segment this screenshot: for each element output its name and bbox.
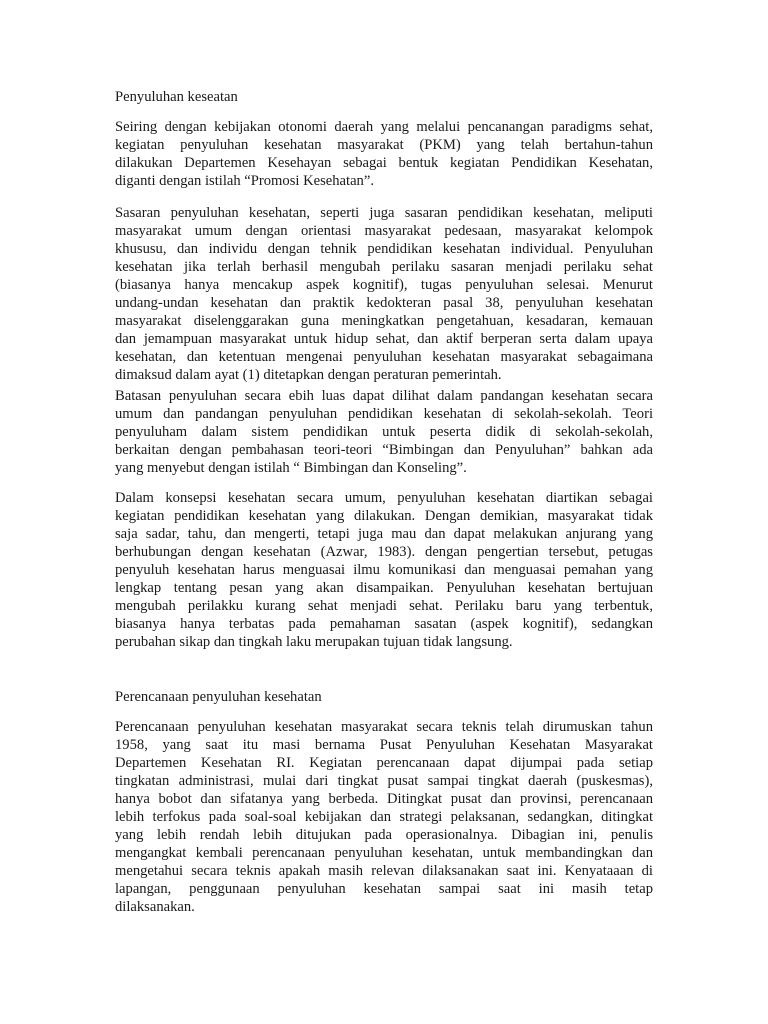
text-line: perubahan sikap dan tingkah laku merupakan tujuan tidak langsung. <box>115 634 513 650</box>
text-line: Sasaran penyuluhan kesehatan, seperti juga sasaran pendidikan kesehatan, meliputi <box>115 205 653 221</box>
paragraph <box>115 489 653 651</box>
text-line: Perencanaan penyuluhan kesehatan masyarakat secara teknis telah dirumuskan tahun <box>115 719 653 735</box>
text-line: yang lebih rendah lebih ditujukan pada operasionalnya. Dibagian ini, penulis <box>115 827 653 843</box>
text-line: Seiring dengan kebijakan otonomi daerah yang melalui pencanangan paradigms sehat, <box>115 119 653 135</box>
text-line: kegiatan penyuluhan kesehatan masyarakat (PKM) yang telah bertahun-tahun <box>115 137 653 153</box>
text-line: yang menyebut dengan istilah “ Bimbingan dan Konseling”. <box>115 460 467 476</box>
text-line: diganti dengan istilah “Promosi Kesehatan”. <box>115 173 374 189</box>
paragraph <box>115 118 653 190</box>
text-line: penyuluham dalam sistem pendidikan untuk peserta didik di sekolah-sekolah, <box>115 424 653 440</box>
text-line: berkaitan dengan pembahasan teori-teori “Bimbingan dan Penyuluhan” bahkan ada <box>115 442 653 458</box>
paragraph <box>115 387 653 477</box>
text-line: umum dan pandangan penyuluhan pendidikan kesehatan di sekolah-sekolah. Teori <box>115 406 653 422</box>
text-line: lengkap tentang pesan yang akan disampaikan. Penyuluhan kesehatan bertujuan <box>115 580 653 596</box>
text-line: masyarakat diselenggarakan guna meningkatkan pengetahuan, kesadaran, kemauan <box>115 313 653 329</box>
text-line: lebih terfokus pada soal-soal kebijakan dan strategi pelaksanan, sedangkan, ditingkat <box>115 809 653 825</box>
text-line: saja sadar, tahu, dan mengerti, tetapi juga mau dan dapat melakukan anjurang yang <box>115 526 653 542</box>
text-line: kegiatan pendidikan kesehatan yang dilakukan. Dengan demikian, masyarakat tidak <box>115 508 653 524</box>
section-heading: Penyuluhan keseatan <box>115 89 238 105</box>
text-line: (biasanya hanya mencakup aspek kognitif), tugas penyuluhan selesai. Menurut <box>115 277 653 293</box>
text-line: 1958, yang saat itu masi bernama Pusat Penyuluhan Kesehatan Masyarakat <box>115 737 653 753</box>
text-line: tingkatan administrasi, mulai dari tingkat pusat sampai tingkat daerah (puskesmas), <box>115 773 653 789</box>
section-heading: Perencanaan penyuluhan kesehatan <box>115 689 322 705</box>
text-line: khususu, dan individu dengan tehnik pendidikan kesehatan individual. Penyuluhan <box>115 241 653 257</box>
text-line: mengetahui secara teknis apakah masih relevan dilaksanakan saat ini. Kenyataaan di <box>115 863 653 879</box>
text-line: masyarakat umum dengan orientasi masyarakat pedesaan, masyarakat kelompok <box>115 223 653 239</box>
text-line: lapangan, penggunaan penyuluhan kesehatan sampai saat ini masih tetap <box>115 881 653 897</box>
text-line: dan jemampuan masyarakat untuk hidup sehat, dan aktif berperan serta dalam upaya <box>115 331 653 347</box>
text-line: hanya bobot dan sifatanya yang berbeda. Ditingkat pusat dan provinsi, perencanaan <box>115 791 653 807</box>
text-line: Dalam konsepsi kesehatan secara umum, penyuluhan kesehatan diartikan sebagai <box>115 490 653 506</box>
text-line: kesehatan, dan ketentuan mengenai penyuluhan kesehatan masyarakat sebagaimana <box>115 349 653 365</box>
text-line: Batasan penyuluhan secara ebih luas dapat dilihat dalam pandangan kesehatan secara <box>115 388 653 404</box>
text-line: dimaksud dalam ayat (1) ditetapkan dengan peraturan pemerintah. <box>115 367 502 383</box>
text-line: Departemen Kesehatan RI. Kegiatan perencanaan dapat dijumpai pada setiap <box>115 755 653 771</box>
text-line: biasanya hanya terbatas pada pemahaman sasatan (aspek kognitif), sedangkan <box>115 616 653 632</box>
text-line: penyuluh kesehatan harus menguasai ilmu komunikasi dan menguasai pemahan yang <box>115 562 653 578</box>
text-line: berhubungan dengan kesehatan (Azwar, 1983). dengan pengertian tersebut, petugas <box>115 544 653 560</box>
text-line: undang-undan kesehatan dan praktik kedokteran pasal 38, penyuluhan kesehatan <box>115 295 653 311</box>
text-line: kesehatan jika terlah berhasil mengubah perilaku sasaran menjadi perilaku sehat <box>115 259 653 275</box>
text-line: mengubah perilakku kurang sehat menjadi sehat. Perilaku baru yang terbentuk, <box>115 598 653 614</box>
text-line: dilakukan Departemen Kesehayan sebagai bentuk kegiatan Pendidikan Kesehatan, <box>115 155 653 171</box>
text-line: mengangkat kembali perencanaan penyuluhan kesehatan, untuk membandingkan dan <box>115 845 653 861</box>
paragraph <box>115 718 653 916</box>
text-line: dilaksanakan. <box>115 899 195 915</box>
paragraph <box>115 204 653 384</box>
